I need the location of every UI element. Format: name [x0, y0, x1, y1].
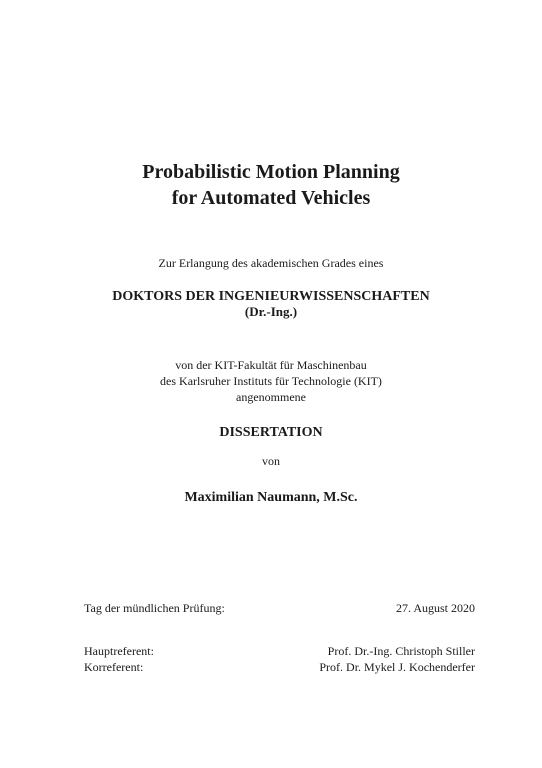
exam-date-value: 27. August 2020: [395, 601, 475, 615]
exam-date-label: Tag der mündlichen Prüfung:: [84, 601, 225, 615]
by-label: von: [262, 454, 280, 468]
faculty-line-3: angenommene: [236, 390, 306, 404]
exam-date-row: [84, 600, 475, 616]
faculty-line-2: des Karlsruher Instituts für Technologie (KIT): [160, 374, 382, 388]
faculty-line-1: von der KIT-Fakultät für Maschinenbau: [175, 358, 367, 372]
degree: [0, 289, 542, 319]
coreferee-row: [84, 659, 475, 675]
thesis-title-line-1: Probabilistic Motion Planning: [142, 161, 400, 183]
degree-purpose: Zur Erlangung des akademischen Grades eines: [158, 256, 384, 270]
referee-label: Hauptreferent:: [84, 644, 154, 658]
referee-name: Prof. Dr.-Ing. Christoph Stiller: [327, 644, 475, 658]
referee-row: [84, 643, 475, 659]
degree-name: DOKTORS DER INGENIEURWISSENSCHAFTEN: [112, 289, 430, 304]
faculty-block: [0, 357, 542, 405]
coreferee-name: Prof. Dr. Mykel J. Kochenderfer: [319, 660, 475, 674]
degree-abbreviation: (Dr.-Ing.): [244, 304, 298, 319]
thesis-title: [0, 159, 542, 211]
thesis-title-line-2: for Automated Vehicles: [171, 187, 371, 209]
coreferee-label: Korreferent:: [84, 660, 144, 674]
author-name: Maximilian Naumann, M.Sc.: [184, 490, 358, 505]
document-type: DISSERTATION: [219, 425, 323, 440]
